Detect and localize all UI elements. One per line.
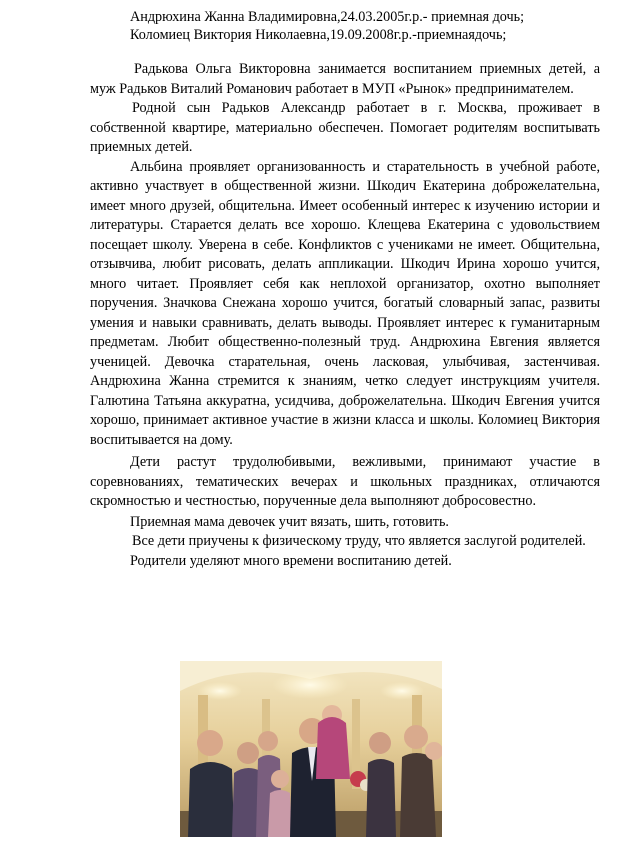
- paragraph-7: Родители уделяют много времени воспитанию детей.: [130, 552, 452, 569]
- family-photo: [180, 661, 442, 837]
- chandelier-icon: [272, 671, 348, 699]
- paragraph-2: Родной сын Радьков Александр работает в г. Москва, проживает в собственной квартире, материально обеспечен. Помогает родителям воспитывать приемных детей.: [90, 100, 600, 155]
- paragraph-3: Альбина проявляет организованность и старательность в учебной работе, активно участвует в общественной жизни. Шкодич Екатерина доброжелательна, имеет много друзей, общительна. Имеет особенный интерес к изучению истории и литературы. Старается делать все хорошо. Клещева Екатерина с удовольствием посещает школу. Уверена в себе. Конфликтов с учениками не имеет. Общительна, отзывчива, любит рисовать, делать аппликации. Шкодич Ирина хорошо учится, много читает. Проявляет себя как неплохой организатор, охотно выполняет поручения. Значкова Снежана хорошо учится, богатый словарный запас, развиты умения и навыки сравнивать, делать выводы. Проявляет интерес к гуманитарным предметам. Любит общественно-полезный труд. Андрюхина Евгения является ученицей. Девочка старательная, очень ласковая, улыбчивая, застенчивая. Андрюхина Жанна стремится к знаниям, четко следует инструкциям учителя. Галютина Татьяна аккуратна, усидчива, доброжелательна. Шкодич Евгения учится хорошо, принимает активное участие в жизни класса и школы. Коломиец Виктория воспитывается на дому.: [90, 158, 600, 448]
- paragraph-5: Приемная мама девочек учит вязать, шить, готовить.: [130, 513, 449, 530]
- paragraph-4: Дети растут трудолюбивыми, вежливыми, принимают участие в соревнованиях, тематических вечерах и школьных праздниках, отличаются скромностью и честностью, порученные дела выполняют добросовестно.: [90, 454, 600, 509]
- paragraph-6: Все дети приучены к физическому труду, что является заслугой родителей.: [132, 533, 586, 549]
- header-line-2: Коломиец Виктория Николаевна,19.09.2008г.р.-приемнаядочь;: [130, 27, 507, 43]
- girl-dress: [316, 717, 350, 779]
- person-head: [404, 725, 428, 749]
- family-photo-image: [180, 661, 442, 837]
- paragraph-1: Радькова Ольга Викторовна занимается воспитанием приемных детей, а муж Радьков Виталий Романович работает в МУП «Рынок» предпринимателем.: [90, 61, 600, 97]
- document-body: [90, 60, 600, 571]
- person-head: [369, 732, 391, 754]
- person-body: [366, 759, 396, 837]
- person-body: [268, 790, 292, 837]
- person-suit: [188, 762, 234, 837]
- person-body: [400, 753, 436, 837]
- person-head: [237, 742, 259, 764]
- person-head: [258, 731, 278, 751]
- header-line-1: Андрюхина Жанна Владимировна,24.03.2005г.р.- приемная дочь;: [130, 9, 525, 25]
- person-head: [271, 770, 289, 788]
- person-head: [197, 730, 223, 756]
